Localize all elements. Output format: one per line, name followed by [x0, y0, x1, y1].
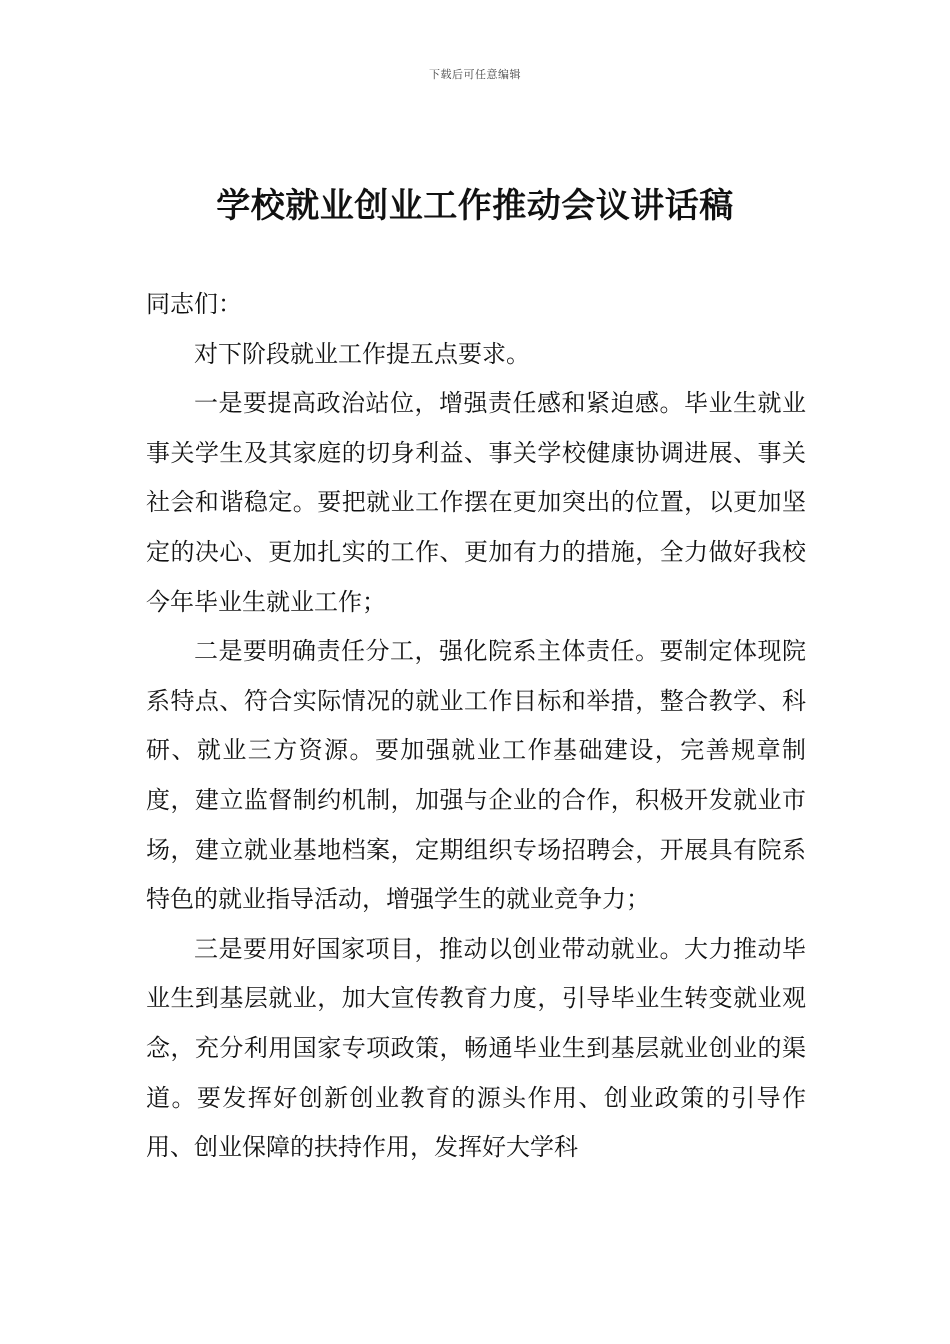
paragraph-point-three: 三是要用好国家项目，推动以创业带动就业。大力推动毕业生到基层就业，加大宣传教育力度，引导毕业生转变就业观念，充分利用国家专项政策，畅通毕业生到基层就业创业的渠道。要发挥好创新创业教育的源头作用、创业政策的引导作用、创业保障的扶持作用，发挥好大学科: [146, 934, 806, 1162]
salutation: 同志们：: [146, 290, 242, 318]
paragraph-point-two: 二是要明确责任分工，强化院系主体责任。要制定体现院系特点、符合实际情况的就业工作目标和举措，整合教学、科研、就业三方资源。要加强就业工作基础建设，完善规章制度，建立监督制约机制，加强与企业的合作，积极开发就业市场，建立就业基地档案，定期组织专场招聘会，开展具有院系特色的就业指导活动，增强学生的就业竞争力；: [146, 637, 806, 914]
header-note: 下载后可任意编辑: [429, 68, 521, 81]
paragraph-intro: 对下阶段就业工作提五点要求。: [194, 339, 530, 368]
document-body: [146, 280, 806, 1173]
document-title: 学校就业创业工作推动会议讲话稿: [216, 186, 734, 226]
paragraph-point-one: 一是要提高政治站位，增强责任感和紧迫感。毕业生就业事关学生及其家庭的切身利益、事关学校健康协调进展、事关社会和谐稳定。要把就业工作摆在更加突出的位置，以更加坚定的决心、更加扎实的工作、更加有力的措施，全力做好我校今年毕业生就业工作；: [146, 389, 806, 616]
